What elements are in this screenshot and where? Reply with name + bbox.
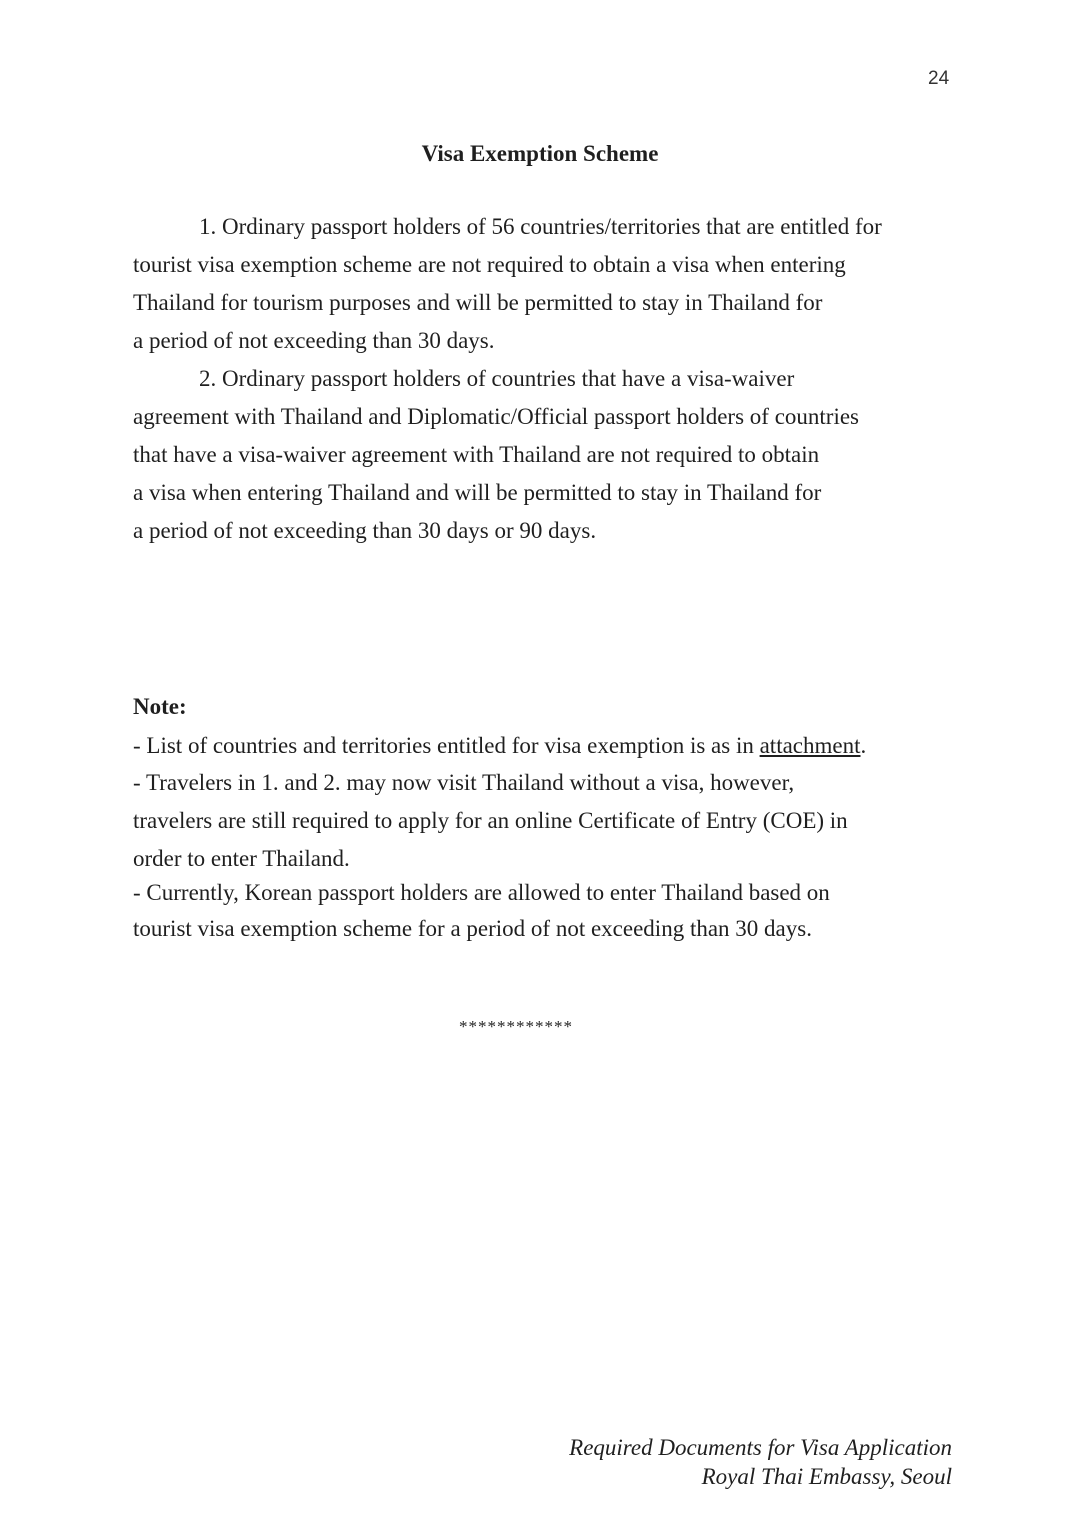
footer-line: Royal Thai Embassy, Seoul [701, 1464, 952, 1489]
paragraph-2-line: agreement with Thailand and Diplomatic/Official passport holders of countries [133, 404, 860, 429]
footer-line: Required Documents for Visa Application [569, 1435, 952, 1460]
note-line-text: - List of countries and territories entitled for visa exemption is as in [133, 733, 760, 758]
paragraph-1-line: a period of not exceeding than 30 days. [133, 328, 495, 353]
paragraph-2-line: a visa when entering Thailand and will be permitted to stay in Thailand for [133, 480, 822, 505]
paragraph-1-line: tourist visa exemption scheme are not required to obtain a visa when entering [133, 252, 846, 277]
paragraph-2-line: 2. Ordinary passport holders of countries that have a visa-waiver [199, 366, 795, 391]
page-number: 24 [928, 68, 950, 89]
note-line: - Travelers in 1. and 2. may now visit Thailand without a visa, however, [133, 770, 795, 795]
note-line [133, 734, 866, 757]
page-title: Visa Exemption Scheme [421, 141, 659, 166]
separator: ************ [459, 1017, 573, 1036]
note-line: tourist visa exemption scheme for a period of not exceeding than 30 days. [133, 916, 812, 941]
note-line: order to enter Thailand. [133, 846, 350, 871]
note-line: travelers are still required to apply for an online Certificate of Entry (COE) in [133, 808, 848, 833]
attachment-link[interactable]: attachment [759, 733, 861, 758]
note-heading: Note: [133, 694, 187, 719]
paragraph-1-line: 1. Ordinary passport holders of 56 countries/territories that are entitled for [199, 214, 882, 239]
paragraph-1-line: Thailand for tourism purposes and will be permitted to stay in Thailand for [133, 290, 823, 315]
paragraph-2-line: that have a visa-waiver agreement with Thailand are not required to obtain [133, 442, 820, 467]
note-line: - Currently, Korean passport holders are allowed to enter Thailand based on [133, 880, 830, 905]
paragraph-2-line: a period of not exceeding than 30 days or 90 days. [133, 518, 597, 543]
note-line-punctuation: . [860, 733, 867, 758]
